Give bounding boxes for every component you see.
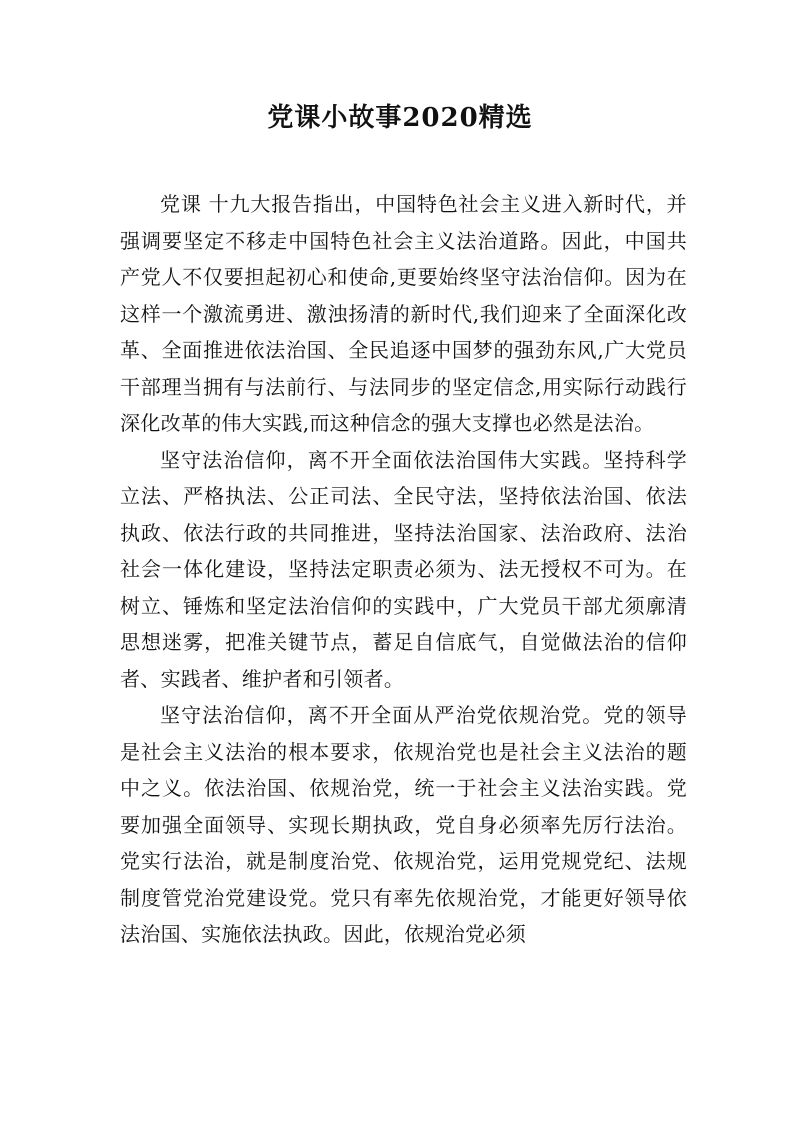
document-body <box>120 186 687 953</box>
page-title: 党课小故事2020精选 <box>267 103 533 133</box>
paragraph-2: 坚守法治信仰，离不开全面依法治国伟大实践。坚持科学立法、严格执法、公正司法、全民守法，坚持依法治国、依法执政、依法行政的共同推进，坚持法治国家、法治政府、法治社会一体化建设，坚持法定职责必须为、法无授权不可为。在树立、锤炼和坚定法治信仰的实践中，广大党员干部尤须廓清思想迷雾，把准关键节点，蓄足自信底气，自觉做法治的信仰者、实践者、维护者和引领者。 <box>120 447 687 691</box>
paragraph-1: 党课 十九大报告指出，中国特色社会主义进入新时代，并强调要坚定不移走中国特色社会主义法治道路。因此，中国共产党人不仅要担起初心和使命,更要始终坚守法治信仰。因为在这样一个激流勇进、激浊扬清的新时代,我们迎来了全面深化改革、全面推进依法治国、全民追逐中国梦的强劲东风,广大党员干部理当拥有与法前行、与法同步的坚定信念,用实际行动践行深化改革的伟大实践,而这种信念的强大支撑也必然是法治。 <box>120 192 687 435</box>
paragraph-3: 坚守法治信仰，离不开全面从严治党依规治党。党的领导是社会主义法治的根本要求，依规治党也是社会主义法治的题中之义。依法治国、依规治党，统一于社会主义法治实践。党要加强全面领导、实现长期执政，党自身必须率先厉行法治。党实行法治，就是制度治党、依规治党，运用党规党纪、法规制度管党治党建设党。党只有率先依规治党，才能更好领导依法治国、实施依法执政。因此，依规治党必须 <box>120 703 687 946</box>
